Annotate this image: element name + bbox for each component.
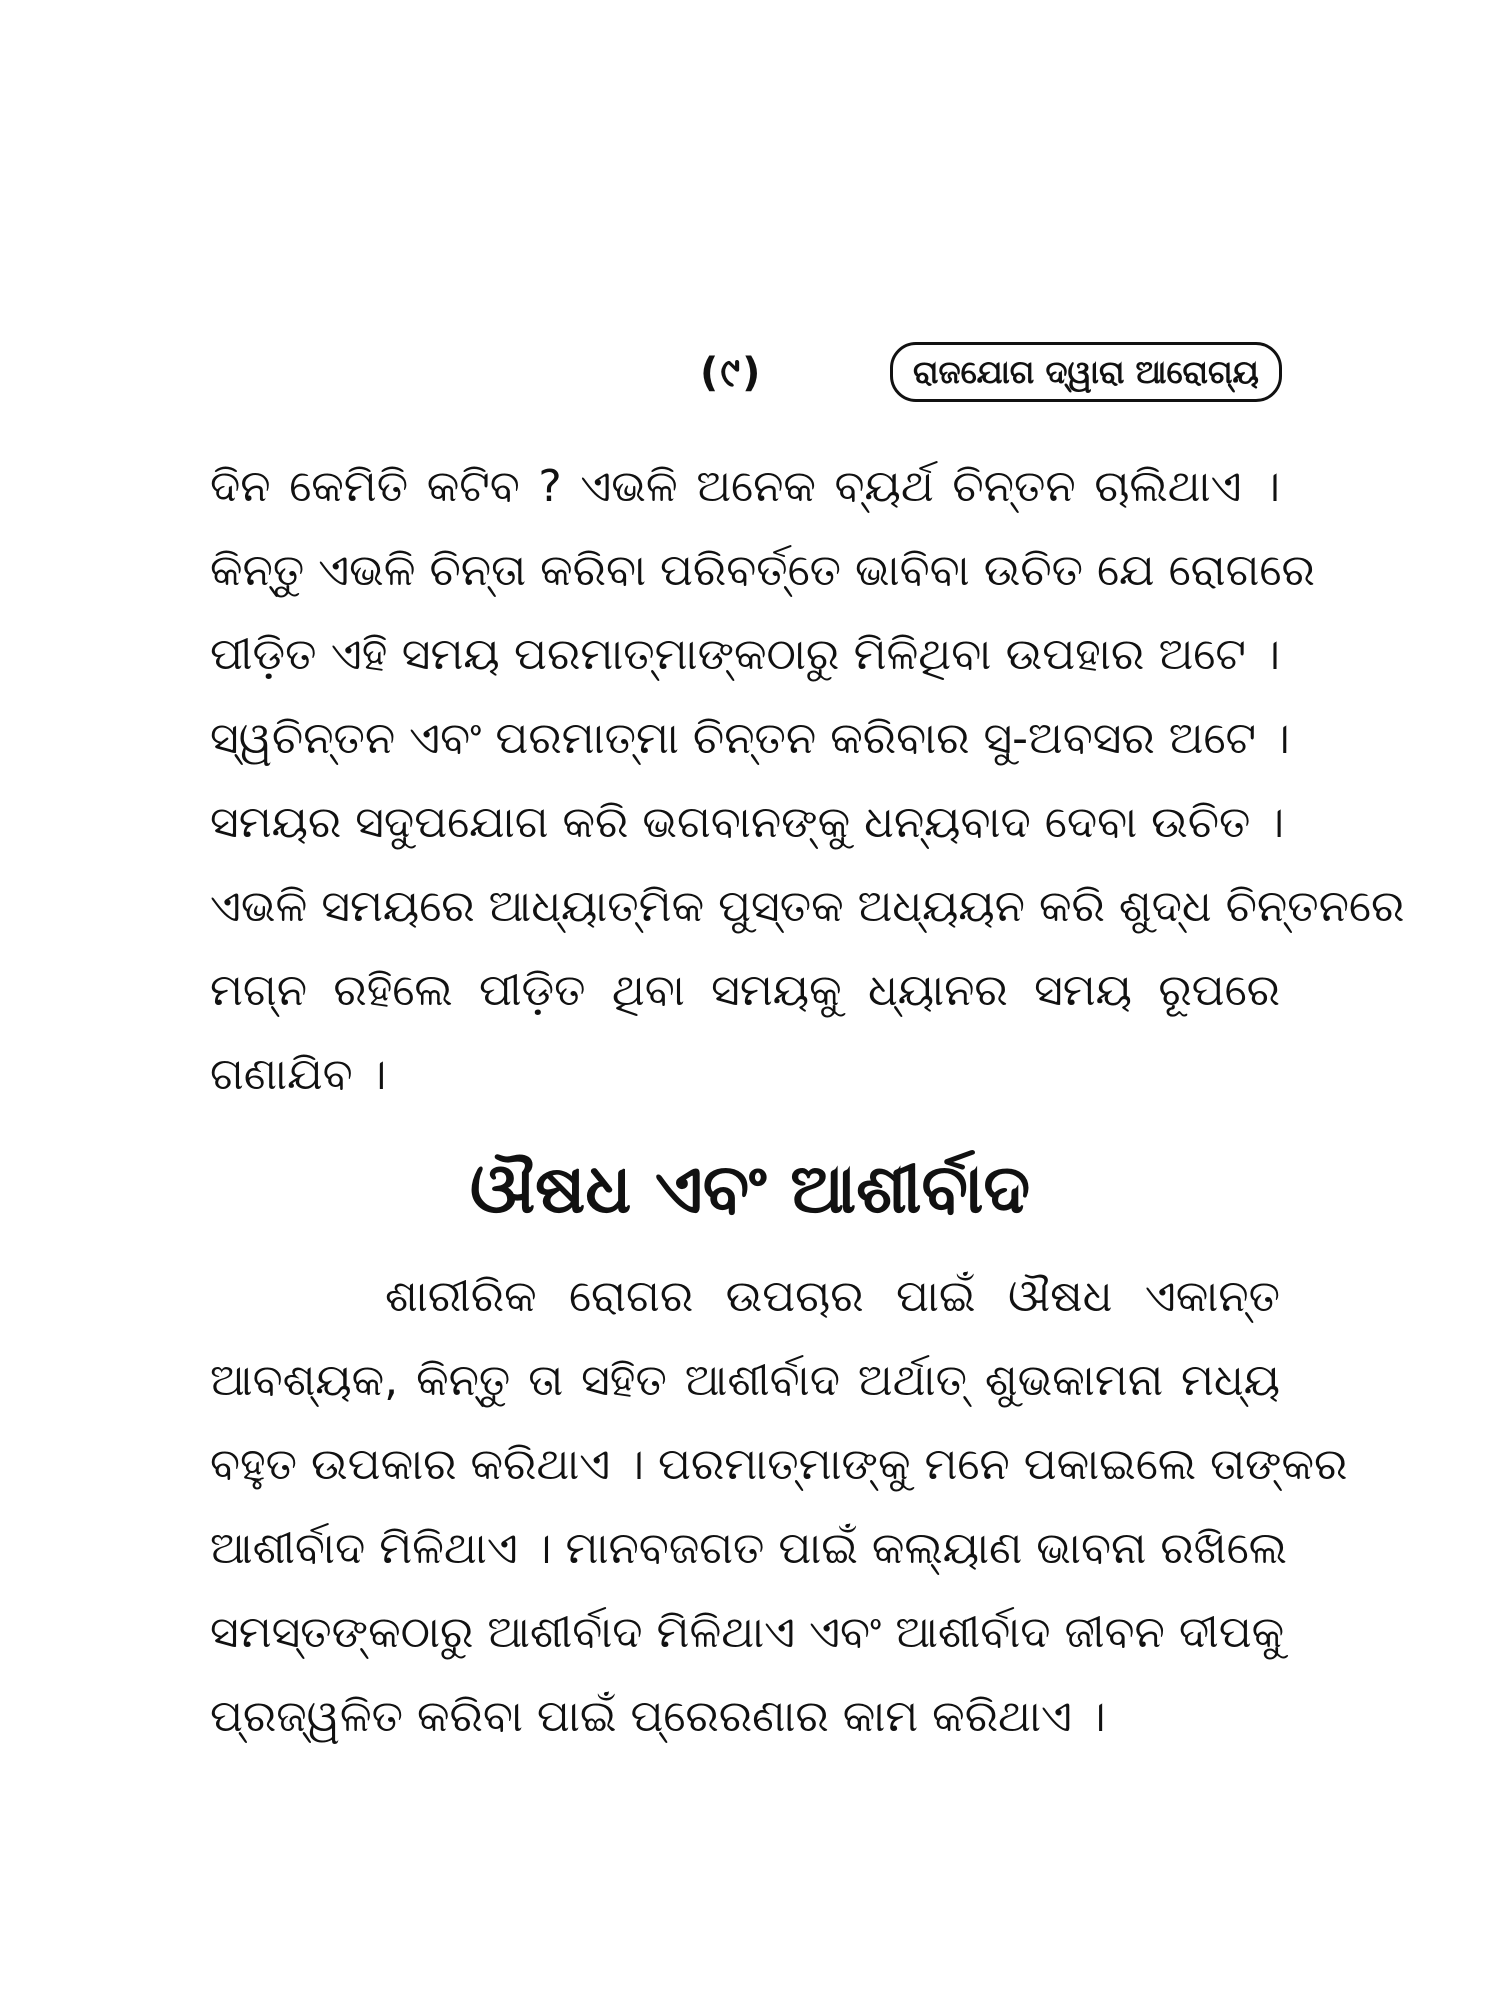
page-number: (୯): [700, 350, 763, 396]
paragraph-line: କିନ୍ତୁ ଏଭଳି ଚିନ୍ତା କରିବା ପରିବର୍ତ୍ତେ ଭାବିବା ଉଚିତ ଯେ ରୋଗରେ: [210, 545, 1315, 596]
paragraph-2: [210, 1255, 1348, 1759]
paragraph-line: ଆଶୀର୍ବାଦ ମିଳିଥାଏ । ମାନବଜଗତ ପାଇଁ କଲ୍ୟାଣ ଭାବନା ରଖିଲେ: [210, 1523, 1287, 1574]
paragraph-line: ପ୍ରଜ୍ୱଳିତ କରିବା ପାଇଁ ପ୍ରେରଣାର କାମ କରିଥାଏ ।: [210, 1691, 1106, 1742]
paragraph-line: ସମସ୍ତଙ୍କଠାରୁ ଆଶୀର୍ବାଦ ମିଳିଥାଏ ଏବଂ ଆଶୀର୍ବାଦ ଜୀବନ ଦୀପକୁ: [210, 1607, 1285, 1658]
paragraph-line: ପୀଡ଼ିତ ଏହି ସମୟ ପରମାତ୍ମାଙ୍କଠାରୁ ମିଳିଥିବା ଉପହାର ଅଟେ ।: [210, 629, 1280, 680]
paragraph-line: ଶାରୀରିକ ରୋଗର ଉପଚାର ପାଇଁ ଔଷଧ ଏକାନ୍ତ: [385, 1271, 1280, 1322]
section-heading: ଔଷଧ ଏବଂ ଆଶୀର୍ବାଦ: [469, 1150, 1031, 1229]
running-title: ରାଜଯୋଗ ଦ୍ୱାରା ଆରୋଗ୍ୟ: [890, 342, 1282, 402]
paragraph-line: ମଗ୍ନ ରହିଲେ ପୀଡ଼ିତ ଥିବା ସମୟକୁ ଧ୍ୟାନର ସମୟ ରୂପରେ: [210, 965, 1280, 1016]
paragraph-line: ବହୁତ ଉପକାର କରିଥାଏ । ପରମାତ୍ମାଙ୍କୁ ମନେ ପକାଇଲେ ତାଙ୍କର: [210, 1439, 1348, 1490]
paragraph-line: ଗଣାଯିବ ।: [210, 1049, 387, 1100]
paragraph-1: [210, 445, 1405, 1117]
page-header: [0, 342, 1500, 412]
paragraph-line: ଦିନ କେମିତି କଟିବ ? ଏଭଳି ଅନେକ ବ୍ୟର୍ଥ ଚିନ୍ତନ ଚାଲିଥାଏ ।: [210, 461, 1280, 512]
paragraph-line: ଏଭଳି ସମୟରେ ଆଧ୍ୟାତ୍ମିକ ପୁସ୍ତକ ଅଧ୍ୟୟନ କରି ଶୁଦ୍ଧ ଚିନ୍ତନରେ: [210, 881, 1405, 932]
paragraph-line: ସମୟର ସଦୁପଯୋଗ କରି ଭଗବାନଙ୍କୁ ଧନ୍ୟବାଦ ଦେବା ଉଚିତ ।: [210, 797, 1285, 848]
paragraph-line: ଆବଶ୍ୟକ, କିନ୍ତୁ ତା ସହିତ ଆଶୀର୍ବାଦ ଅର୍ଥାତ୍ ଶୁଭକାମନା ମଧ୍ୟ: [210, 1355, 1280, 1406]
paragraph-line: ସ୍ୱଚିନ୍ତନ ଏବଂ ପରମାତ୍ମା ଚିନ୍ତନ କରିବାର ସୁ-ଅବସର ଅଟେ ।: [210, 713, 1290, 764]
